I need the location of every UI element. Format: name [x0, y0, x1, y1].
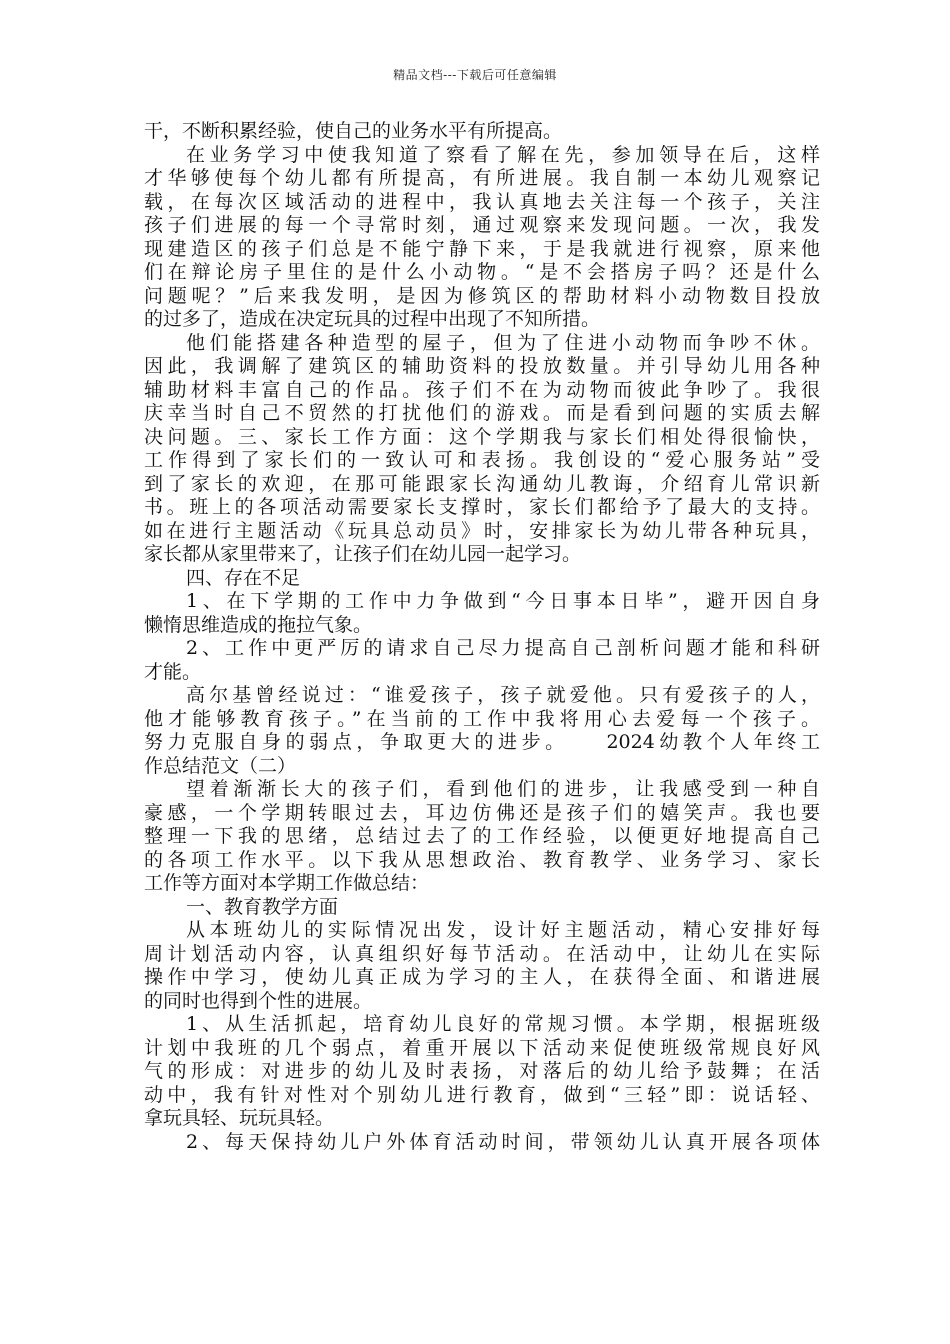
text-line: 孩子们进展的每一个寻常时刻，通过观察来发现问题。一次，我发	[144, 214, 820, 236]
text-line: 气的形成：对进步的幼儿及时表扬，对落后的幼儿给予鼓舞；在活	[144, 1060, 820, 1082]
text-line: 他才能够教育孩子。”在当前的工作中我将用心去爱每一个孩子。	[144, 707, 820, 730]
text-line: 干，不断积累经验，使自己的业务水平有所提高。	[144, 120, 563, 142]
page-header: 精品文档---下载后可任意编辑	[393, 68, 557, 82]
text-line: 的各项工作水平。以下我从思想政治、教育教学、业务学习、家长	[144, 848, 820, 871]
text-line: 作总结范文（二）	[144, 754, 297, 777]
text-line: 的同时也得到个性的进展。	[144, 989, 373, 1012]
text-line: 豪感，一个学期转眼过去，耳边仿佛还是孩子们的嬉笑声。我也要	[144, 801, 820, 824]
text-line: 一、教育教学方面	[186, 895, 339, 918]
text-line: 望着渐渐长大的孩子们，看到他们的进步，让我感受到一种自	[186, 778, 820, 800]
text-line: 努力克服自身的弱点，争取更大的进步。 2024幼教个人年终工	[144, 731, 820, 753]
text-line: 们在辩论房子里住的是什么小动物。“是不会搭房子吗？还是什么	[144, 261, 820, 283]
text-line: 工作得到了家长们的一致认可和表扬。我创设的“爱心服务站”受	[144, 449, 820, 471]
text-line: 因此，我调解了建筑区的辅助资料的投放数量。并引导幼儿用各种	[144, 355, 820, 377]
text-line: 1、从生活抓起，培育幼儿良好的常规习惯。本学期，根据班级	[186, 1013, 820, 1035]
text-line: 高尔基曾经说过：“谁爱孩子，孩子就爱他。只有爱孩子的人，	[186, 684, 820, 706]
text-line: 家长都从家里带来了，让孩子们在幼儿园一起学习。	[144, 543, 582, 565]
text-line: 在业务学习中使我知道了察看了解在先，参加领导在后，这样	[186, 143, 820, 166]
text-line: 四、存在不足	[186, 566, 301, 589]
text-line: 问题呢？”后来我发明，是因为修筑区的帮助材料小动物数目投放	[144, 284, 820, 307]
text-line: 载，在每次区域活动的进程中，我认真地去关注每一个孩子，关注	[144, 190, 820, 213]
text-line: 到了家长的欢迎，在那可能跟家长沟通幼儿教诲，介绍育儿常识新	[144, 472, 820, 495]
text-line: 工作等方面对本学期工作做总结：	[144, 872, 430, 894]
text-line: 1、在下学期的工作中力争做到“今日事本日毕”，避开因自身	[186, 590, 820, 612]
text-line: 2、每天保持幼儿户外体育活动时间，带领幼儿认真开展各项体	[186, 1130, 820, 1153]
text-line: 现建造区的孩子们总是不能宁静下来，于是我就进行视察，原来他	[144, 237, 820, 260]
text-line: 决问题。三、家长工作方面：这个学期我与家长们相处得很愉快，	[144, 425, 820, 448]
text-line: 他们能搭建各种造型的屋子，但为了住进小动物而争吵不休。	[186, 331, 820, 354]
text-line: 动中，我有针对性对个别幼儿进行教育，做到“三轻”即：说话轻、	[144, 1083, 820, 1106]
text-line: 如在进行主题活动《玩具总动员》时，安排家长为幼儿带各种玩具，	[144, 519, 820, 542]
text-line: 从本班幼儿的实际情况出发，设计好主题活动，精心安排好每	[186, 919, 820, 941]
text-line: 操作中学习，使幼儿真正成为学习的主人，在获得全面、和谐进展	[144, 966, 820, 988]
text-line: 的过多了，造成在决定玩具的过程中出现了不知所措。	[144, 308, 601, 330]
document-body	[144, 120, 820, 1154]
text-line: 才能。	[144, 660, 202, 683]
text-line: 2、工作中更严厉的请求自己尽力提高自己剖析问题才能和科研	[186, 637, 820, 659]
text-line: 拿玩具轻、玩玩具轻。	[144, 1107, 335, 1129]
text-line: 庆幸当时自己不贸然的打扰他们的游戏。而是看到问题的实质去解	[144, 402, 820, 424]
text-line: 周计划活动内容，认真组织好每节活动。在活动中，让幼儿在实际	[144, 942, 820, 965]
text-line: 计划中我班的几个弱点，着重开展以下活动来促使班级常规良好风	[144, 1036, 820, 1059]
text-line: 懒惰思维造成的拖拉气象。	[144, 613, 373, 636]
text-line: 书。班上的各项活动需要家长支撑时，家长们都给予了最大的支持。	[144, 496, 820, 518]
text-line: 辅助材料丰富自己的作品。孩子们不在为动物而彼此争吵了。我很	[144, 378, 820, 401]
text-line: 整理一下我的思绪，总结过去了的工作经验，以便更好地提高自己	[144, 825, 820, 847]
text-line: 才华够使每个幼儿都有所提高，有所进展。我自制一本幼儿观察记	[144, 167, 820, 189]
